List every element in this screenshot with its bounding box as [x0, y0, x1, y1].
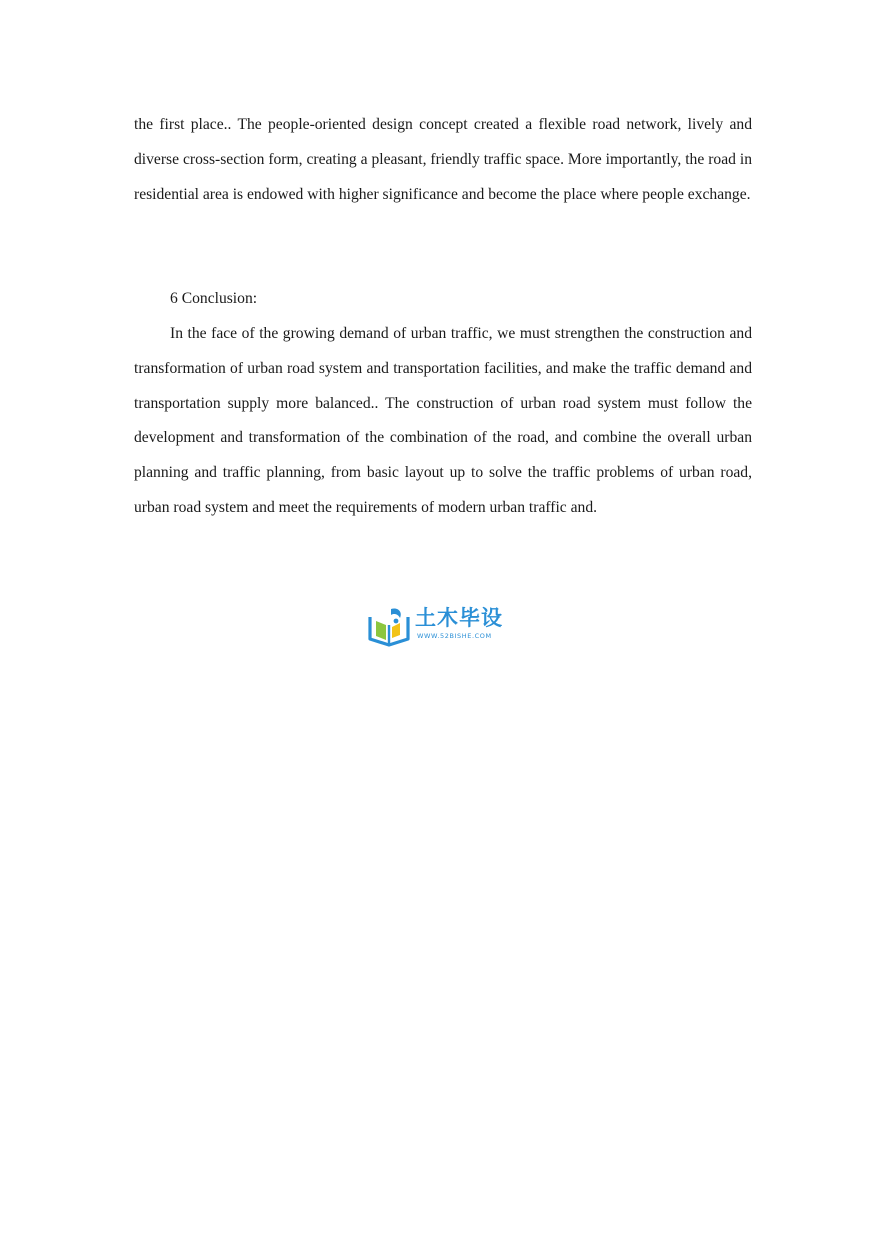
site-watermark-logo	[367, 605, 523, 647]
section-heading-conclusion: 6 Conclusion:	[170, 290, 258, 307]
body-paragraph-conclusion: In the face of the growing demand of urban traffic, we must strengthen the construction and transformation of urban road system and transportation facilities, and make the traffic demand and transportation supply more balanced.. The construction of urban road system must follow the development and transformation of the combination of the road, and combine the overall urban planning and traffic planning, from basic layout up to solve the traffic problems of urban road, urban road system and meet the requirements of modern urban traffic and.	[134, 325, 752, 516]
logo-url: WWW.52BISHE.COM	[417, 632, 492, 640]
logo-title: 土木毕设	[415, 606, 503, 630]
book-logo-icon	[367, 605, 411, 647]
body-paragraph-continuation: the first place.. The people-oriented design concept created a flexible road network, lively and diverse cross-section form, creating a pleasant, friendly traffic space. More importantly, the road in residential area is endowed with higher significance and become the place where people exchange.	[134, 116, 752, 203]
